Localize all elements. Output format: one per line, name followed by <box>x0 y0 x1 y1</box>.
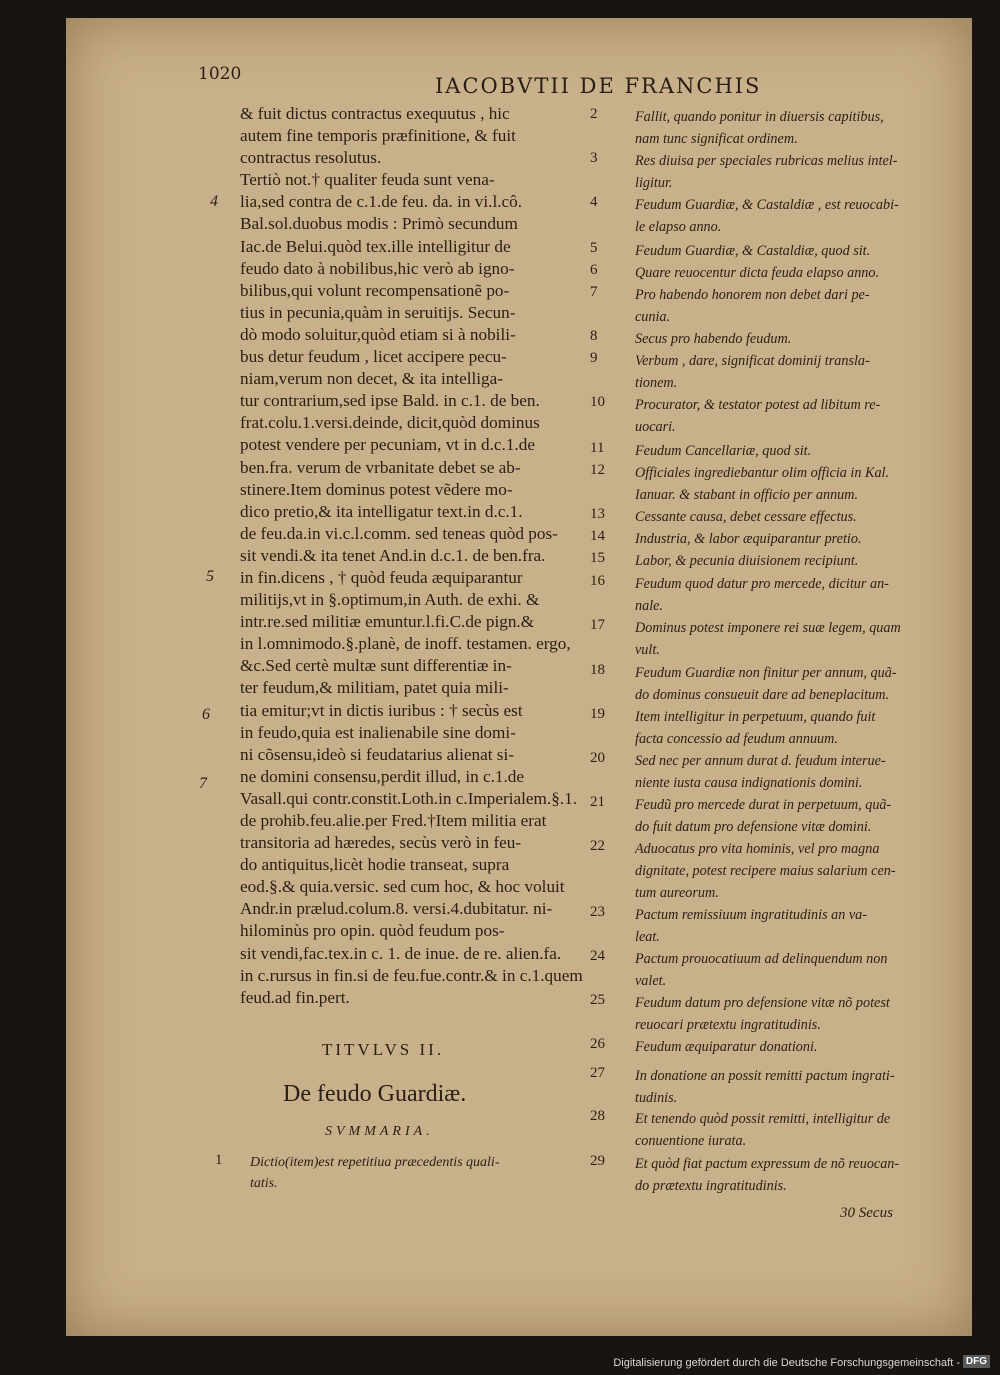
text-line: militijs,vt in §.optimum,in Auth. de exhi. & <box>240 590 540 610</box>
page-number: 1020 <box>198 64 242 84</box>
summary-text: Feudum Guardiæ, & Castaldiæ , est reuocabi- le elapso anno. <box>635 197 899 235</box>
text-line: de prohib.feu.alie.per Fred.†Item militia erat <box>240 811 547 830</box>
summary-text: Aduocatus pro vita hominis, vel pro magna dignitate, potest recipere maius salarium cen- tum aureorum. <box>635 841 896 901</box>
summary-text: Et quòd fiat pactum expressum de nõ reuocan- do prætextu ingratitudinis. <box>635 1156 900 1194</box>
text-line: potest vendere per pecuniam, vt in d.c.1.de <box>240 435 535 455</box>
text-line: hilominùs pro opin. quòd feudum pos- <box>240 921 505 941</box>
text-line: do antiquitus,licèt hodie transeat, supra <box>240 855 510 875</box>
text-line: bilibus,qui volunt recompensationẽ po- <box>240 280 510 300</box>
titulus-heading: TITVLVS II. <box>322 1040 445 1059</box>
text-line: ter feudum,& militiam, patet quia mili- <box>240 678 509 698</box>
summary-text: Dictio(item)est repetitiua præcedentis quali- tatis. <box>250 1155 500 1191</box>
summary-number: 8 <box>590 328 598 344</box>
text-line: stinere.Item dominus potest vẽdere mo- <box>240 479 513 499</box>
summary-text: Fallit, quando ponitur in diuersis capitibus, nam tunc significat ordinem. <box>635 109 884 147</box>
summary-number: 29 <box>590 1153 605 1169</box>
summary-text: Procurator, & testator potest ad libitum re- uocari. <box>635 397 881 435</box>
summary-number: 4 <box>590 194 598 210</box>
dfg-logo: DFG <box>963 1355 990 1368</box>
text-line: de feu.da.in vi.c.l.comm. sed teneas quòd pos- <box>240 523 558 543</box>
margin-number: 5 <box>206 568 214 585</box>
summary-text: Labor, & pecunia diuisionem recipiunt. <box>635 553 859 569</box>
text-line: dico pretio,& ita intelligatur text.in d.c.1. <box>240 501 523 521</box>
margin-number: 6 <box>202 706 210 723</box>
text-line: sit vendi.& ita tenet And.in d.c.1. de ben.fra. <box>240 545 546 565</box>
margin-number: 4 <box>210 193 218 210</box>
summary-text: Industria, & labor æquiparantur pretio. <box>635 531 862 547</box>
summary-text: Quare reuocentur dicta feuda elapso anno. <box>635 265 880 281</box>
footer-credit: Digitalisierung gefördert durch die Deutsche Forschungsgemeinschaft - <box>613 1357 960 1369</box>
summary-number: 25 <box>590 992 605 1008</box>
summary-number: 15 <box>590 550 605 566</box>
summary-number: 9 <box>590 350 598 366</box>
summary-number: 3 <box>590 150 598 166</box>
summary-number: 18 <box>590 662 605 678</box>
summary-number: 10 <box>590 394 605 410</box>
summary-text: Feudum Guardiæ, & Castaldiæ, quod sit. <box>635 243 871 259</box>
text-line: transitoria ad hæredes, secùs verò in feu- <box>240 833 522 853</box>
summary-number: 28 <box>590 1108 605 1124</box>
summary-text: Sed nec per annum durat d. feudum interue- niente iusta causa indignationis domini. <box>635 753 886 791</box>
summary-text: Et tenendo quòd possit remitti, intelligitur de conuentione iurata. <box>635 1111 891 1149</box>
summary-number: 14 <box>590 528 605 544</box>
summaria-heading: SVMMARIA. <box>325 1124 434 1139</box>
text-line: Bal.sol.duobus modis : Primò secundum <box>240 214 518 234</box>
text-line: ni cõsensu,ideò si feudatarius alienat si- <box>240 744 514 764</box>
summary-text: Verbum , dare, significat dominij transla- tionem. <box>635 353 870 391</box>
text-line: Tertiò not.† qualiter feuda sunt vena- <box>240 170 495 190</box>
rubric-heading: De feudo Guardiæ. <box>283 1081 467 1107</box>
text-line: frat.colu.1.versi.deinde, dicit,quòd dominus <box>240 413 540 433</box>
summary-number: 16 <box>590 573 605 589</box>
text-line: in c.rursus in fin.si de feu.fue.contr.& in c.1.quem <box>240 965 583 985</box>
text-line: dò modo soluitur,quòd etiam si à nobili- <box>240 324 516 344</box>
text-line: Iac.de Belui.quòd tex.ille intelligitur de <box>240 236 511 256</box>
summary-number: 27 <box>590 1065 605 1081</box>
summary-text: Dominus potest imponere rei suæ legem, quam vult. <box>635 620 901 658</box>
summary-number: 2 <box>590 106 598 122</box>
text-line: &c.Sed certè multæ sunt differentiæ in- <box>240 656 512 676</box>
text-line: feudo dato à nobilibus,hic verò ab igno- <box>240 258 515 278</box>
text-line: ne domini consensu,perdit illud, in c.1.de <box>240 766 525 786</box>
summary-text: Item intelligitur in perpetuum, quando fuit facta concessio ad feudum annuum. <box>635 709 876 747</box>
summary-text: Feudum æquiparatur donationi. <box>635 1039 818 1055</box>
text-line: tur contrarium,sed ipse Bald. in c.1. de ben. <box>240 391 540 411</box>
text-line: niam,verum non decet, & ita intelliga- <box>240 369 503 389</box>
text-line: bus detur feudum , licet accipere pecu- <box>240 347 507 367</box>
summary-number: 5 <box>590 240 598 256</box>
text-line: intr.re.sed militiæ emuntur.l.fi.C.de pign.& <box>240 612 535 632</box>
summary-text: Feudũ pro mercede durat in perpetuum, quã- do fuit datum pro defensione vitæ domini. <box>635 797 892 835</box>
summary-text: Pro habendo honorem non debet dari pe- cunia. <box>635 287 870 325</box>
text-line: tia emitur;vt in dictis iuribus : † secùs est <box>240 700 523 720</box>
summary-number: 22 <box>590 838 605 854</box>
summary-number: 20 <box>590 750 605 766</box>
text-line: & fuit dictus contractus exequutus , hic <box>240 104 510 123</box>
catchword: 30 Secus <box>840 1205 893 1221</box>
summary-text: In donatione an possit remitti pactum ingrati- tudinis. <box>635 1068 895 1106</box>
summary-number: 1 <box>215 1152 223 1168</box>
text-line: ben.fra. verum de vrbanitate debet se ab- <box>240 457 521 477</box>
summary-number: 26 <box>590 1036 605 1052</box>
text-line: contractus resolutus. <box>240 148 382 168</box>
summary-text: Feudum Cancellariæ, quod sit. <box>635 443 812 459</box>
summary-number: 7 <box>590 284 598 300</box>
text-line: feud.ad fin.pert. <box>240 987 350 1007</box>
summary-text: Officiales ingrediebantur olim officia in Kal. Ianuar. & stabant in officio per annum. <box>635 465 890 503</box>
running-title: IACOBVTII DE FRANCHIS <box>435 74 762 98</box>
summary-number: 12 <box>590 462 605 478</box>
text-line: sit vendi,fac.tex.in c. 1. de inue. de re. alien.fa. <box>240 943 562 963</box>
summary-text: Feudum Guardiæ non finitur per annum, quã- do dominus consueuit dare ad beneplacitum. <box>635 665 897 703</box>
summary-text: Cessante causa, debet cessare effectus. <box>635 509 857 525</box>
summary-number: 17 <box>590 617 605 633</box>
text-line: in fin.dicens , † quòd feuda æquiparantur <box>240 567 523 587</box>
text-line: lia,sed contra de c.1.de feu. da. in vi.l.cô. <box>240 192 523 212</box>
text-line: eod.§.& quia.versic. sed cum hoc, & hoc voluit <box>240 877 565 897</box>
text-line: Vasall.qui contr.constit.Loth.in c.Imperialem.§.1. <box>240 788 577 808</box>
summary-number: 11 <box>590 440 605 456</box>
summary-number: 23 <box>590 904 605 920</box>
text-line: in feudo,quia est inalienabile sine domi- <box>240 722 516 742</box>
text-line: autem fine temporis præfinitione, & fuit <box>240 126 516 146</box>
summary-text: Secus pro habendo feudum. <box>635 331 792 347</box>
summary-text: Feudum datum pro defensione vitæ nõ potest reuocari prætextu ingratitudinis. <box>635 995 890 1033</box>
summary-text: Feudum quod datur pro mercede, dicitur an- nale. <box>635 576 889 614</box>
margin-number: 7 <box>199 775 207 792</box>
summary-number: 13 <box>590 506 605 522</box>
summary-number: 19 <box>590 706 605 722</box>
text-line: Andr.in prælud.colum.8. versi.4.dubitatur. ni- <box>240 899 553 919</box>
left-column-text <box>240 103 585 1009</box>
text-line: in l.omnimodo.§.planè, de inoff. testamen. ergo, <box>240 634 571 654</box>
summary-text: Pactum prouocatiuum ad delinquendum non valet. <box>635 951 888 989</box>
summary-text: Res diuisa per speciales rubricas melius intel- ligitur. <box>635 153 898 191</box>
summary-number: 6 <box>590 262 598 278</box>
summary-text: Pactum remissiuum ingratitudinis an va- leat. <box>635 907 867 945</box>
text-line: tius in pecunia,quàm in seruitijs. Secun- <box>240 302 516 322</box>
summary-number: 21 <box>590 794 605 810</box>
summary-number: 24 <box>590 948 605 964</box>
